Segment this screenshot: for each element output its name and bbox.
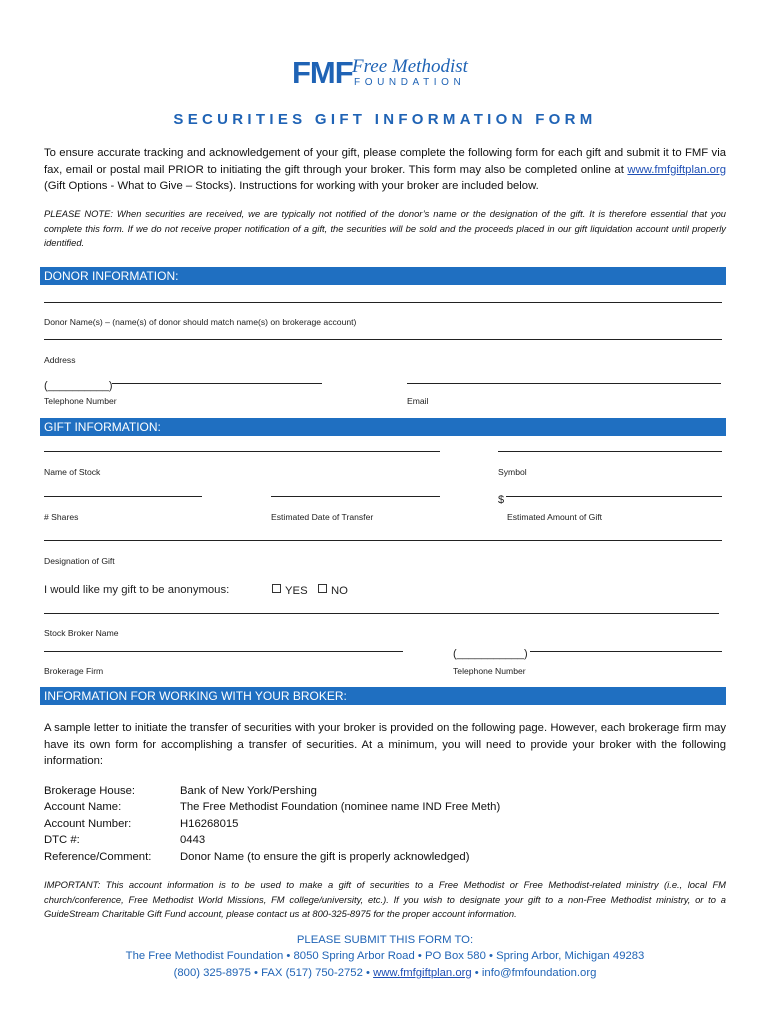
account-key: DTC #:	[44, 834, 80, 847]
footer-email: • info@fmfoundation.org	[471, 966, 597, 979]
firm-phone-area-code[interactable]: (___________)	[453, 648, 528, 660]
account-value: 0443	[180, 834, 206, 847]
broker-instructions: A sample letter to initiate the transfer of securities with your broker is provided on the following page. However, each brokerage firm may have its own form for accomplishing a transfer of securities. At a minimum, you will need to provide your broker with the following information:	[44, 722, 726, 767]
no-label: NO	[331, 585, 348, 597]
logo-fmf: FMF	[292, 55, 353, 90]
important-note: IMPORTANT: This account information is to be used to make a gift of securities to a Free Methodist or Free Methodist-related ministry (i.e., local FM church/conference, Free Methodist World Missions, FM college/university, etc.). If you wish to designate your gift to a non-Free Methodist ministry, or to a GuideStream Charitable Gift Fund account, please contact us at 800-325-8975 for the proper account information.	[44, 879, 726, 919]
symbol-field[interactable]	[498, 451, 722, 452]
logo-foundation: FOUNDATION	[354, 77, 466, 88]
anonymous-no-option[interactable]	[318, 584, 348, 597]
transfer-date-field[interactable]	[271, 496, 440, 497]
giftplan-link[interactable]: www.fmfgiftplan.org	[627, 163, 726, 176]
anonymous-question: I would like my gift to be anonymous:	[44, 584, 230, 596]
shares-field[interactable]	[44, 496, 202, 497]
broker-name-label: Stock Broker Name	[44, 628, 119, 638]
amount-label: Estimated Amount of Gift	[507, 512, 603, 522]
stock-name-field[interactable]	[44, 451, 440, 452]
footer-address-line: The Free Methodist Foundation • 8050 Spring Arbor Road • PO Box 580 • Spring Arbor, Michigan 49283	[125, 950, 645, 963]
donor-name-field[interactable]	[44, 302, 722, 303]
account-details	[44, 783, 500, 865]
address-label: Address	[44, 355, 76, 365]
account-key: Account Name:	[44, 801, 122, 814]
broker-section-header: INFORMATION FOR WORKING WITH YOUR BROKER:	[40, 687, 726, 705]
broker-name-field[interactable]	[44, 613, 719, 614]
intro-paragraph	[44, 145, 726, 195]
footer-contact-line	[0, 965, 770, 981]
footer-phone-fax: (800) 325-8975 • FAX (517) 750-2752 •	[173, 966, 374, 979]
account-row	[44, 783, 500, 799]
page-title: SECURITIES GIFT INFORMATION FORM	[173, 111, 597, 128]
amount-field[interactable]	[506, 496, 722, 497]
dollar-sign: $	[498, 494, 505, 506]
symbol-label: Symbol	[498, 467, 527, 477]
shares-label: # Shares	[44, 512, 79, 522]
no-checkbox[interactable]	[318, 584, 327, 593]
firm-phone-label: Telephone Number	[453, 666, 526, 676]
footer-submit-line: PLEASE SUBMIT THIS FORM TO:	[296, 934, 474, 946]
footer-giftplan-link[interactable]: www.fmfgiftplan.org	[373, 966, 472, 979]
transfer-date-label: Estimated Date of Transfer	[271, 512, 374, 522]
firm-phone-field[interactable]	[530, 651, 722, 652]
phone-area-code[interactable]: (__________)	[44, 380, 113, 392]
account-value: Donor Name (to ensure the gift is properly acknowledged)	[180, 850, 470, 863]
fmf-logo	[292, 56, 492, 92]
phone-label: Telephone Number	[44, 396, 117, 406]
account-row	[44, 832, 500, 848]
donor-section-header: DONOR INFORMATION:	[40, 267, 726, 285]
logo-script: Free Methodist	[352, 56, 468, 77]
brokerage-firm-field[interactable]	[44, 651, 403, 652]
brokerage-firm-label: Brokerage Firm	[44, 666, 104, 676]
account-row	[44, 816, 500, 832]
account-value: H16268015	[180, 817, 239, 830]
donor-name-label: Donor Name(s) – (name(s) of donor should match name(s) on brokerage account)	[44, 317, 357, 327]
account-key: Reference/Comment:	[44, 850, 152, 863]
footer	[0, 932, 770, 981]
account-value: The Free Methodist Foundation (nominee name IND Free Meth)	[180, 801, 501, 814]
yes-label: YES	[285, 585, 308, 597]
address-field[interactable]	[44, 339, 722, 340]
anonymous-yes-option[interactable]	[272, 584, 308, 597]
phone-field[interactable]	[112, 383, 322, 384]
account-key: Brokerage House:	[44, 785, 136, 797]
email-label: Email	[407, 396, 429, 406]
designation-label: Designation of Gift	[44, 556, 115, 566]
stock-name-label: Name of Stock	[44, 467, 101, 477]
account-row	[44, 849, 500, 865]
intro-text-before: To ensure accurate tracking and acknowledgement of your gift, please complete the following form for each gift and submit it to FMF via fax, email or postal mail PRIOR to initiating the gift through your broker. This form may also be completed online at	[44, 147, 726, 176]
please-note: PLEASE NOTE: When securities are received, we are typically not notified of the donor’s name or the designation of the gift. It is therefore essential that you complete this form. If we do not receive proper notification of a gift, the securities will be sold and the proceeds placed in our gift liquidation account until properly identified.	[44, 208, 726, 248]
account-key: Account Number:	[44, 817, 132, 830]
yes-checkbox[interactable]	[272, 584, 281, 593]
designation-field[interactable]	[44, 540, 722, 541]
gift-section-header: GIFT INFORMATION:	[40, 418, 726, 436]
account-row	[44, 799, 500, 815]
intro-text-after: (Gift Options - What to Give – Stocks). Instructions for working with your broker are included below.	[44, 180, 539, 192]
account-value: Bank of New York/Pershing	[180, 785, 317, 797]
email-field[interactable]	[407, 383, 721, 384]
